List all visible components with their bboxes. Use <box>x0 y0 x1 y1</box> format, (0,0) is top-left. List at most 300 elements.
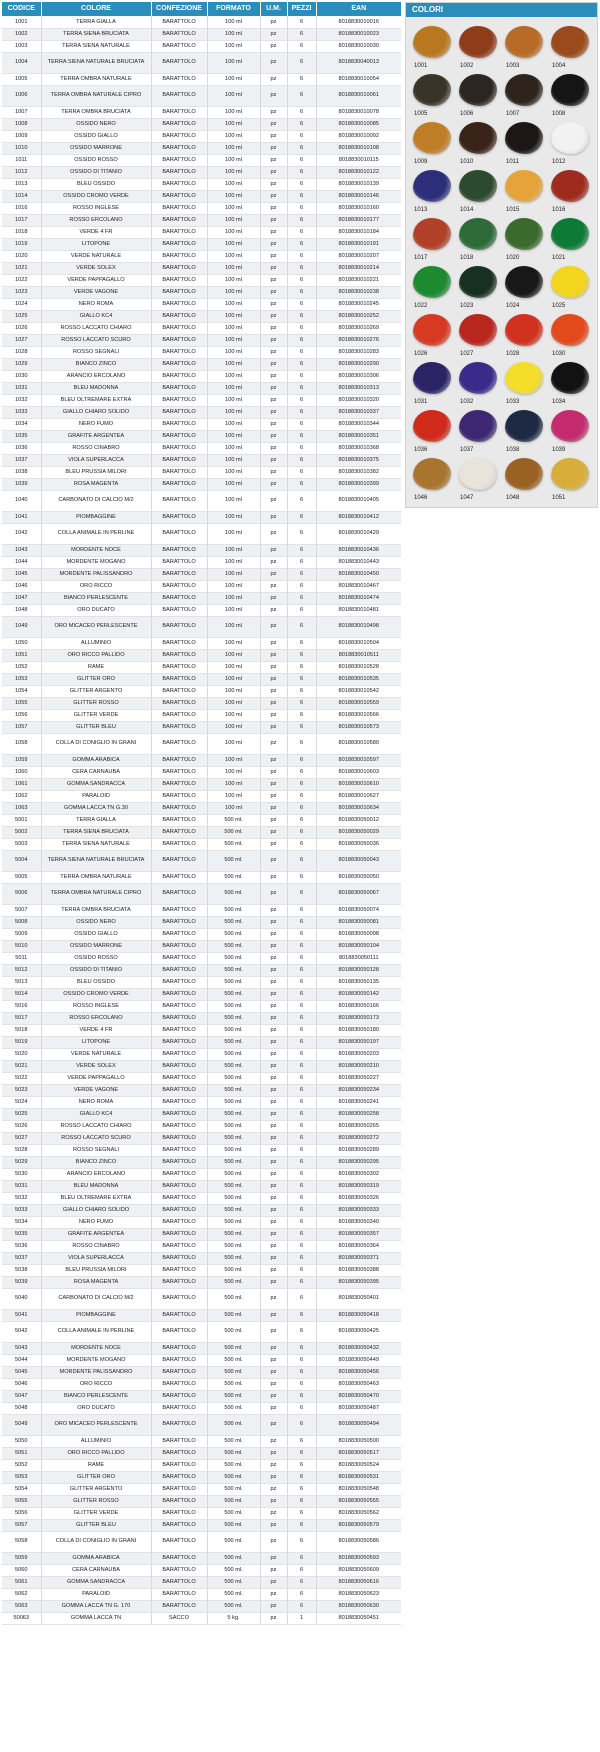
cell-codice: 5013 <box>2 976 41 988</box>
cell-codice: 5034 <box>2 1216 41 1228</box>
swatch-code: 1033 <box>506 399 520 405</box>
cell-formato: 500 ml. <box>207 1060 260 1072</box>
table-row <box>2 1276 401 1288</box>
cell-formato: 500 ml. <box>207 1321 260 1342</box>
cell-ean: 8018830010504 <box>316 637 401 649</box>
cell-pezzi: 6 <box>287 16 316 28</box>
cell-um: pz <box>260 1120 287 1132</box>
cell-formato: 500 ml. <box>207 1378 260 1390</box>
pigment-swatch <box>551 410 589 442</box>
cell-um: pz <box>260 733 287 754</box>
cell-confezione: BARATTOLO <box>151 580 207 592</box>
cell-ean: 8018830050548 <box>316 1483 401 1495</box>
cell-colore: ORO MICACEO PERLESCENTE <box>41 616 151 637</box>
cell-pezzi: 6 <box>287 298 316 310</box>
cell-um: pz <box>260 1240 287 1252</box>
cell-formato: 500 ml. <box>207 883 260 904</box>
cell-pezzi: 6 <box>287 1576 316 1588</box>
swatch-code: 1014 <box>460 207 474 213</box>
cell-ean: 8018830010412 <box>316 511 401 523</box>
table-row <box>2 430 401 442</box>
cell-formato: 100 ml <box>207 85 260 106</box>
table-row <box>2 940 401 952</box>
cell-colore: GLITTER BLEU <box>41 1519 151 1531</box>
table-row <box>2 226 401 238</box>
cell-pezzi: 6 <box>287 406 316 418</box>
cell-confezione: BARATTOLO <box>151 1144 207 1156</box>
cell-ean: 8018830050142 <box>316 988 401 1000</box>
cell-um: pz <box>260 1342 287 1354</box>
swatch-item <box>458 408 498 455</box>
cell-pezzi: 6 <box>287 1447 316 1459</box>
cell-pezzi: 6 <box>287 604 316 616</box>
cell-ean: 8018830010542 <box>316 685 401 697</box>
table-row <box>2 1471 401 1483</box>
table-row <box>2 1483 401 1495</box>
cell-pezzi: 6 <box>287 850 316 871</box>
cell-confezione: BARATTOLO <box>151 916 207 928</box>
table-row <box>2 1447 401 1459</box>
cell-ean: 8018830050388 <box>316 1264 401 1276</box>
cell-codice: 5047 <box>2 1390 41 1402</box>
cell-ean: 8018830010528 <box>316 661 401 673</box>
cell-formato: 500 ml. <box>207 1180 260 1192</box>
cell-um: pz <box>260 202 287 214</box>
cell-codice: 1053 <box>2 673 41 685</box>
cell-pezzi: 6 <box>287 322 316 334</box>
table-row <box>2 394 401 406</box>
cell-ean: 8018830010191 <box>316 238 401 250</box>
cell-formato: 500 ml. <box>207 1192 260 1204</box>
cell-confezione: BARATTOLO <box>151 1192 207 1204</box>
cell-ean: 8018830010276 <box>316 334 401 346</box>
table-row <box>2 1036 401 1048</box>
cell-confezione: BARATTOLO <box>151 1414 207 1435</box>
swatch-item <box>412 456 452 503</box>
table-row <box>2 580 401 592</box>
table-row <box>2 616 401 637</box>
table-row <box>2 1060 401 1072</box>
swatch-code: 1039 <box>552 447 566 453</box>
cell-colore: TERRA OMBRA NATURALE <box>41 73 151 85</box>
cell-formato: 100 ml <box>207 118 260 130</box>
cell-pezzi: 6 <box>287 523 316 544</box>
cell-formato: 500 ml. <box>207 826 260 838</box>
cell-formato: 100 ml <box>207 649 260 661</box>
cell-colore: ROSSO INGLESE <box>41 1000 151 1012</box>
cell-formato: 100 ml <box>207 709 260 721</box>
cell-codice: 5009 <box>2 928 41 940</box>
cell-pezzi: 6 <box>287 142 316 154</box>
cell-colore: TERRA OMBRA BRUCIATA <box>41 904 151 916</box>
cell-confezione: BARATTOLO <box>151 454 207 466</box>
cell-codice: 5053 <box>2 1471 41 1483</box>
cell-ean: 8018830010320 <box>316 394 401 406</box>
cell-confezione: BARATTOLO <box>151 190 207 202</box>
cell-formato: 100 ml <box>207 430 260 442</box>
cell-um: pz <box>260 1228 287 1240</box>
cell-colore: BIANCO PERLESCENTE <box>41 592 151 604</box>
cell-colore: GLITTER ARGENTO <box>41 685 151 697</box>
cell-formato: 500 ml. <box>207 1588 260 1600</box>
cell-um: pz <box>260 1132 287 1144</box>
cell-codice: 1004 <box>2 52 41 73</box>
cell-um: pz <box>260 226 287 238</box>
cell-colore: TERRA SIENA BRUCIATA <box>41 826 151 838</box>
cell-um: pz <box>260 322 287 334</box>
table-row <box>2 1192 401 1204</box>
table-row <box>2 883 401 904</box>
cell-um: pz <box>260 1483 287 1495</box>
cell-um: pz <box>260 754 287 766</box>
cell-um: pz <box>260 370 287 382</box>
cell-ean: 8018830050517 <box>316 1447 401 1459</box>
cell-confezione: BARATTOLO <box>151 85 207 106</box>
pigment-swatch <box>505 410 543 442</box>
cell-ean: 8018830010146 <box>316 190 401 202</box>
cell-formato: 500 ml. <box>207 1096 260 1108</box>
cell-um: pz <box>260 871 287 883</box>
cell-colore: BIANCO ZINCO <box>41 358 151 370</box>
header-colore: COLORE <box>41 2 151 16</box>
cell-colore: GLITTER ROSSO <box>41 697 151 709</box>
cell-colore: GOMMA LACCA TN <box>41 1612 151 1624</box>
cell-formato: 500 ml. <box>207 1168 260 1180</box>
cell-um: pz <box>260 1471 287 1483</box>
product-table <box>2 2 401 1625</box>
cell-ean: 8018830050197 <box>316 1036 401 1048</box>
cell-pezzi: 6 <box>287 1519 316 1531</box>
cell-codice: 5011 <box>2 952 41 964</box>
cell-colore: GLITTER ROSSO <box>41 1495 151 1507</box>
cell-confezione: BARATTOLO <box>151 394 207 406</box>
table-row <box>2 1024 401 1036</box>
cell-formato: 500 ml. <box>207 1507 260 1519</box>
cell-confezione: BARATTOLO <box>151 952 207 964</box>
cell-um: pz <box>260 523 287 544</box>
cell-colore: ROSSO LACCATO SCURO <box>41 1132 151 1144</box>
cell-colore: GIALLO KC4 <box>41 1108 151 1120</box>
table-row <box>2 976 401 988</box>
table-row <box>2 1096 401 1108</box>
cell-ean: 8018830010245 <box>316 298 401 310</box>
cell-ean: 8018830010177 <box>316 214 401 226</box>
cell-ean: 8018830010207 <box>316 250 401 262</box>
cell-formato: 500 ml. <box>207 850 260 871</box>
pigment-swatch <box>413 266 451 298</box>
cell-ean: 8018830010252 <box>316 310 401 322</box>
cell-formato: 100 ml <box>207 442 260 454</box>
cell-colore: OSSIDO CROMO VERDE <box>41 190 151 202</box>
cell-confezione: BARATTOLO <box>151 442 207 454</box>
cell-um: pz <box>260 1600 287 1612</box>
table-row <box>2 16 401 28</box>
cell-pezzi: 6 <box>287 274 316 286</box>
cell-colore: BLEU OLTREMARE EXTRA <box>41 394 151 406</box>
cell-codice: 1050 <box>2 637 41 649</box>
cell-um: pz <box>260 346 287 358</box>
cell-um: pz <box>260 454 287 466</box>
cell-colore: COLLA ANIMALE IN PERLINE <box>41 523 151 544</box>
cell-confezione: BARATTOLO <box>151 649 207 661</box>
cell-confezione: BARATTOLO <box>151 1276 207 1288</box>
cell-confezione: BARATTOLO <box>151 1390 207 1402</box>
cell-pezzi: 6 <box>287 130 316 142</box>
cell-um: pz <box>260 358 287 370</box>
cell-pezzi: 6 <box>287 286 316 298</box>
cell-um: pz <box>260 1204 287 1216</box>
swatch-item <box>550 168 590 215</box>
cell-formato: 100 ml <box>207 202 260 214</box>
pigment-swatch <box>459 458 497 490</box>
table-row <box>2 406 401 418</box>
cell-colore: PARALOID <box>41 790 151 802</box>
cell-pezzi: 6 <box>287 370 316 382</box>
swatch-code: 1051 <box>552 495 566 501</box>
table-row <box>2 661 401 673</box>
cell-pezzi: 6 <box>287 166 316 178</box>
cell-um: pz <box>260 1390 287 1402</box>
cell-formato: 500 ml. <box>207 1156 260 1168</box>
cell-formato: 100 ml <box>207 544 260 556</box>
cell-pezzi: 6 <box>287 118 316 130</box>
cell-um: pz <box>260 1000 287 1012</box>
table-row <box>2 1378 401 1390</box>
cell-confezione: BARATTOLO <box>151 697 207 709</box>
cell-colore: ORO RICCO <box>41 580 151 592</box>
cell-colore: TERRA SIENA NATURALE <box>41 838 151 850</box>
cell-ean: 8018830050418 <box>316 1309 401 1321</box>
cell-formato: 500 ml. <box>207 1495 260 1507</box>
swatch-code: 1001 <box>414 63 428 69</box>
cell-formato: 100 ml <box>207 454 260 466</box>
cell-confezione: BARATTOLO <box>151 418 207 430</box>
cell-ean: 8018830050081 <box>316 916 401 928</box>
cell-formato: 500 ml. <box>207 1576 260 1588</box>
cell-ean: 8018830010054 <box>316 73 401 85</box>
cell-pezzi: 6 <box>287 685 316 697</box>
cell-um: pz <box>260 154 287 166</box>
cell-codice: 1020 <box>2 250 41 262</box>
cell-confezione: BARATTOLO <box>151 988 207 1000</box>
cell-um: pz <box>260 1495 287 1507</box>
header-codice: CODICE <box>2 2 41 16</box>
table-row <box>2 310 401 322</box>
cell-colore: VERDE NATURALE <box>41 1048 151 1060</box>
cell-pezzi: 6 <box>287 1072 316 1084</box>
cell-pezzi: 6 <box>287 52 316 73</box>
cell-colore: PIOMBAGGINE <box>41 1309 151 1321</box>
cell-confezione: BARATTOLO <box>151 1000 207 1012</box>
pigment-swatch <box>459 410 497 442</box>
table-row <box>2 166 401 178</box>
cell-pezzi: 6 <box>287 673 316 685</box>
cell-pezzi: 6 <box>287 988 316 1000</box>
cell-colore: COLLA ANIMALE IN PERLINE <box>41 1321 151 1342</box>
cell-um: pz <box>260 40 287 52</box>
cell-colore: OSSIDO ROSSO <box>41 154 151 166</box>
table-row <box>2 418 401 430</box>
cell-codice: 5023 <box>2 1084 41 1096</box>
table-row <box>2 274 401 286</box>
cell-colore: ORO DUCATO <box>41 1402 151 1414</box>
cell-codice: 1057 <box>2 721 41 733</box>
cell-um: pz <box>260 940 287 952</box>
table-row <box>2 1216 401 1228</box>
cell-codice: 5026 <box>2 1120 41 1132</box>
cell-um: pz <box>260 1108 287 1120</box>
swatch-item <box>458 456 498 503</box>
cell-confezione: BARATTOLO <box>151 1576 207 1588</box>
swatch-item <box>412 360 452 407</box>
cell-pezzi: 6 <box>287 1168 316 1180</box>
cell-codice: 1042 <box>2 523 41 544</box>
cell-ean: 8018830010375 <box>316 454 401 466</box>
cell-confezione: BARATTOLO <box>151 130 207 142</box>
swatch-item <box>412 408 452 455</box>
pigment-swatch <box>505 26 543 58</box>
cell-formato: 100 ml <box>207 190 260 202</box>
swatch-item <box>504 312 544 359</box>
cell-formato: 500 ml. <box>207 1390 260 1402</box>
table-row <box>2 1576 401 1588</box>
table-body <box>2 16 401 1624</box>
cell-confezione: BARATTOLO <box>151 814 207 826</box>
cell-colore: GIALLO CHIARO SOLIDO <box>41 406 151 418</box>
cell-pezzi: 6 <box>287 394 316 406</box>
cell-confezione: BARATTOLO <box>151 904 207 916</box>
cell-confezione: BARATTOLO <box>151 1402 207 1414</box>
cell-ean: 8018830010030 <box>316 40 401 52</box>
cell-confezione: BARATTOLO <box>151 202 207 214</box>
cell-um: pz <box>260 466 287 478</box>
cell-colore: TERRA GIALLA <box>41 814 151 826</box>
cell-formato: 500 ml. <box>207 964 260 976</box>
cell-pezzi: 6 <box>287 1552 316 1564</box>
swatch-item <box>504 24 544 71</box>
cell-codice: 1013 <box>2 178 41 190</box>
table-row <box>2 1168 401 1180</box>
cell-colore: GRAFITE ARGENTEA <box>41 1228 151 1240</box>
cell-codice: 1002 <box>2 28 41 40</box>
cell-ean: 8018830050451 <box>316 1612 401 1624</box>
table-row <box>2 466 401 478</box>
cell-um: pz <box>260 838 287 850</box>
cell-ean: 8018830050104 <box>316 940 401 952</box>
cell-um: pz <box>260 1309 287 1321</box>
cell-formato: 100 ml <box>207 673 260 685</box>
cell-formato: 100 ml <box>207 214 260 226</box>
cell-colore: TERRA OMBRA NATURALE CIPRO <box>41 85 151 106</box>
cell-formato: 500 ml. <box>207 1000 260 1012</box>
table-row <box>2 1402 401 1414</box>
header-formato: FORMATO <box>207 2 260 16</box>
table-row <box>2 130 401 142</box>
cell-pezzi: 6 <box>287 883 316 904</box>
cell-colore: ORO DUCATO <box>41 604 151 616</box>
cell-colore: ROSSO CINABRO <box>41 1240 151 1252</box>
cell-confezione: BARATTOLO <box>151 1459 207 1471</box>
table-row <box>2 904 401 916</box>
cell-ean: 8018830010023 <box>316 28 401 40</box>
cell-um: pz <box>260 142 287 154</box>
pigment-swatch <box>505 122 543 154</box>
table-row <box>2 709 401 721</box>
cell-colore: TERRA GIALLA <box>41 16 151 28</box>
cell-colore: VERDE SOLEX <box>41 262 151 274</box>
table-row <box>2 778 401 790</box>
cell-codice: 5057 <box>2 1519 41 1531</box>
pigment-swatch <box>551 122 589 154</box>
cell-ean: 8018830050579 <box>316 1519 401 1531</box>
table-row <box>2 766 401 778</box>
cell-ean: 8018830050531 <box>316 1471 401 1483</box>
pigment-swatch <box>413 314 451 346</box>
cell-pezzi: 6 <box>287 382 316 394</box>
cell-ean: 8018830010627 <box>316 790 401 802</box>
cell-um: pz <box>260 814 287 826</box>
cell-formato: 500 ml. <box>207 1519 260 1531</box>
cell-ean: 8018830010160 <box>316 202 401 214</box>
cell-um: pz <box>260 490 287 511</box>
cell-formato: 500 ml. <box>207 1204 260 1216</box>
cell-ean: 8018830050272 <box>316 1132 401 1144</box>
cell-um: pz <box>260 709 287 721</box>
cell-formato: 100 ml <box>207 106 260 118</box>
cell-pezzi: 6 <box>287 1060 316 1072</box>
cell-pezzi: 6 <box>287 661 316 673</box>
swatch-code: 1016 <box>552 207 566 213</box>
cell-confezione: BARATTOLO <box>151 40 207 52</box>
cell-colore: ALLUMINIO <box>41 1435 151 1447</box>
cell-codice: 5019 <box>2 1036 41 1048</box>
swatch-item <box>412 72 452 119</box>
pigment-swatch <box>459 266 497 298</box>
table-row <box>2 1120 401 1132</box>
cell-ean: 8018830010443 <box>316 556 401 568</box>
cell-ean: 8018830050463 <box>316 1378 401 1390</box>
cell-colore: COLLA DI CONIGLIO IN GRANI <box>41 733 151 754</box>
cell-confezione: BARATTOLO <box>151 1156 207 1168</box>
table-row <box>2 721 401 733</box>
swatch-item <box>458 168 498 215</box>
cell-confezione: BARATTOLO <box>151 1132 207 1144</box>
table-row <box>2 334 401 346</box>
swatch-code: 1032 <box>460 399 474 405</box>
cell-colore: OSSIDO GIALLO <box>41 130 151 142</box>
cell-ean: 8018830050494 <box>316 1414 401 1435</box>
cell-formato: 100 ml <box>207 178 260 190</box>
cell-pezzi: 6 <box>287 871 316 883</box>
cell-um: pz <box>260 190 287 202</box>
cell-confezione: BARATTOLO <box>151 142 207 154</box>
cell-confezione: BARATTOLO <box>151 928 207 940</box>
cell-codice: 1056 <box>2 709 41 721</box>
cell-um: pz <box>260 1507 287 1519</box>
cell-ean: 8018830010535 <box>316 673 401 685</box>
swatch-item <box>412 312 452 359</box>
table-row <box>2 1552 401 1564</box>
table-row <box>2 40 401 52</box>
table-row <box>2 490 401 511</box>
cell-pezzi: 6 <box>287 442 316 454</box>
cell-codice: 1001 <box>2 16 41 28</box>
cell-pezzi: 6 <box>287 85 316 106</box>
cell-codice: 1047 <box>2 592 41 604</box>
cell-ean: 8018830050333 <box>316 1204 401 1216</box>
pigment-swatch <box>551 458 589 490</box>
cell-codice: 1062 <box>2 790 41 802</box>
